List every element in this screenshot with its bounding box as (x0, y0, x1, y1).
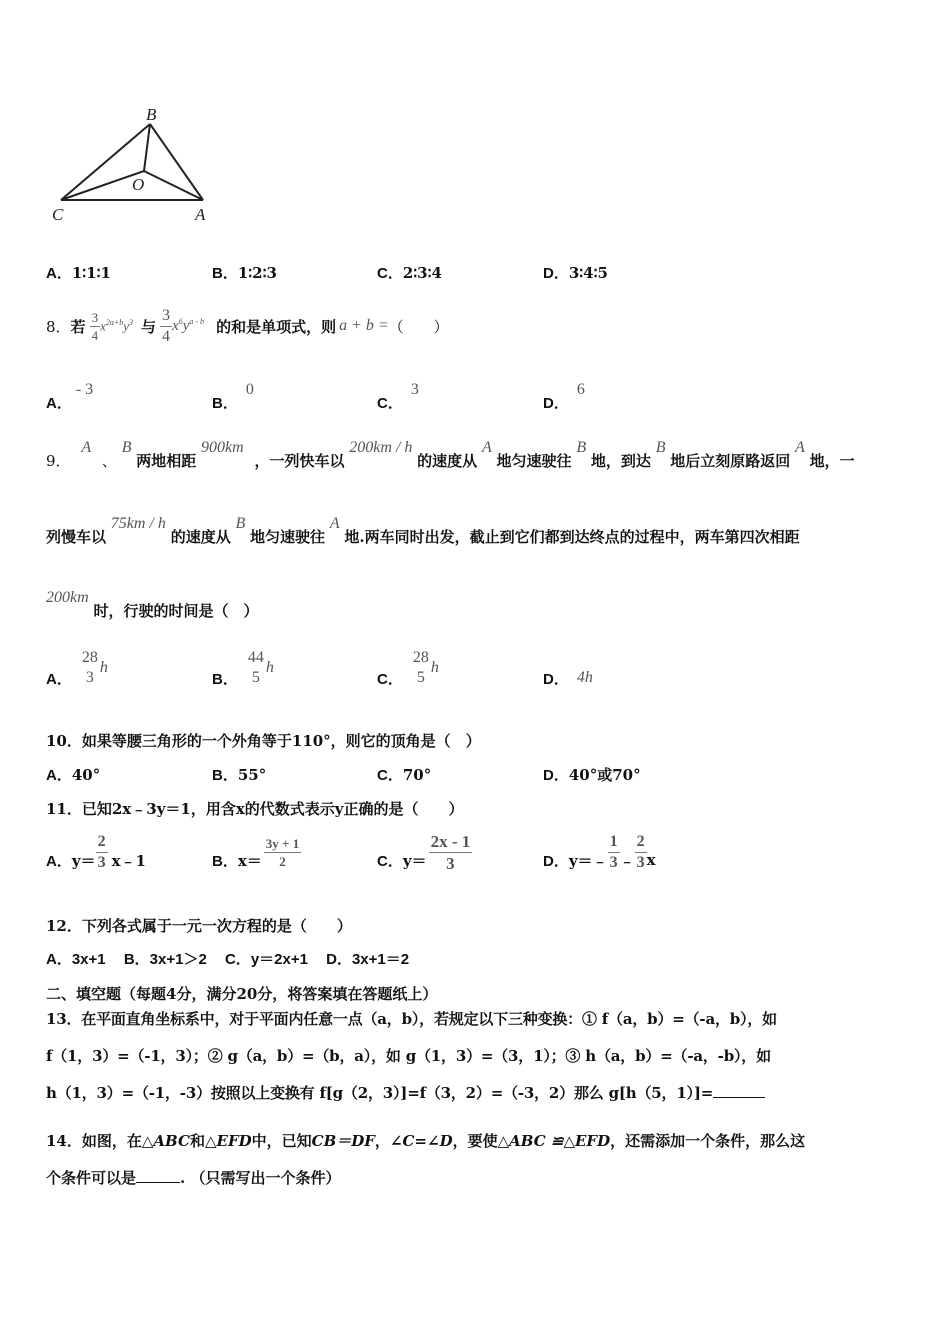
q12-stem: 12．下列各式属于一元一次方程的是（ ） (46, 917, 352, 935)
point-c-label: C (52, 205, 64, 224)
point-a-label: A (195, 205, 206, 224)
q11-stem: 11．已知2x﹣3y＝1，用含x的代数式表示y正确的是（ ） (46, 800, 464, 818)
q8-option-a: A．- 3 (46, 381, 94, 412)
q7-option-c: C．2∶3∶4 (377, 264, 442, 282)
q8-option-b: B．0 (212, 381, 254, 412)
q9-line-1: 9． A 、 B 两地相距 900km ，一列快车以 200km / h 的速度从 A 地匀速驶往 B 地，到达 B 地后立刻原路返回 A 地，一 (46, 439, 855, 470)
q11-option-a: A． y＝ $\frac{2}{3}$ x﹣1 (46, 832, 146, 871)
q10-option-d: D．40°或70° (543, 766, 641, 784)
q13-line-3: h（1，3）=（-1，-3）按照以上变换有 f[g（2，3）]=f（3，2）=（-3，2）那么 g[h（5，1）]= (46, 1082, 765, 1103)
q9-option-a: A． 28 3 h (46, 649, 108, 688)
point-b-label: B (146, 105, 157, 124)
q9-option-b: B． 44 5 h (212, 649, 274, 688)
q9-line-3: 200km 时，行驶的时间是（ ） (46, 589, 259, 620)
q9-option-d: D． 4h (543, 669, 593, 688)
q10-stem: 10．如果等腰三角形的一个外角等于110°，则它的顶角是（ ） (46, 732, 481, 750)
q14-line-2: 个条件可以是 . （只需写出一个条件） (46, 1169, 341, 1187)
q12-option-d: D．3x+1＝2 (326, 951, 410, 968)
answer-blank[interactable] (136, 1168, 180, 1183)
q13-line-1: 13．在平面直角坐标系中，对于平面内任意一点（a，b），若规定以下三种变换：① f（a，b）=（-a，b），如 (46, 1010, 777, 1028)
q12-options (46, 948, 409, 969)
q11-option-d: D． y＝﹣ $\frac{1}{3}$ ﹣ $\frac{2}{3}$ x (543, 832, 656, 871)
section-2-title: 二、填空题（每题4分，满分20分，将答案填在答题纸上） (46, 985, 438, 1003)
q10-option-a: A．40° (46, 766, 101, 784)
q11-option-b: B． x＝ $\frac{3y + 1}{2}$ (212, 835, 300, 870)
q10-option-b: B．55° (212, 766, 267, 784)
answer-blank[interactable] (713, 1083, 765, 1098)
q8-stem: 8． 若 $\frac{3}{4}$ $x^{2a+b}y^3$ 与 $\frac{3}{4}$ $x^6y^{a - b}$ 的和是单项式，则 a + b = （ ） (46, 306, 449, 345)
q10-option-c: C．70° (377, 766, 432, 784)
q12-option-a: A．3x+1 (46, 951, 106, 968)
q7-option-d: D．3∶4∶5 (543, 264, 608, 282)
q7-option-a: A．1∶1∶1 (46, 264, 111, 282)
q8-option-c: C．3 (377, 381, 419, 412)
q8-option-d: D．6 (543, 381, 585, 412)
q7-option-b: B．1∶2∶3 (212, 264, 277, 282)
q11-option-c: C． y＝ $\frac{2x - 1}{3}$ (377, 831, 471, 873)
q9-option-c: C． 28 5 h (377, 649, 439, 688)
q12-option-b: B．3x+1＞2 (123, 951, 207, 968)
triangle-figure (40, 100, 230, 230)
q13-line-2: f（1，3）=（-1，3）；② g（a，b）=（b，a），如 g（1，3）=（3，1）；③ h（a，b）=（-a，-b），如 (46, 1047, 771, 1065)
point-o-label: O (132, 175, 145, 194)
q14-line-1: 14．如图，在△ABC和△EFD中，已知CB＝DF，∠C=∠D，要使△ABC ≌△EFD，还需添加一个条件，那么这 (46, 1132, 806, 1150)
q12-option-c: C．y＝2x+1 (224, 951, 308, 968)
q9-line-2: 列慢车以 75km / h 的速度从 B 地匀速驶往 A 地.两车同时出发，截止到它们都到达终点的过程中，两车第四次相距 (46, 515, 800, 546)
